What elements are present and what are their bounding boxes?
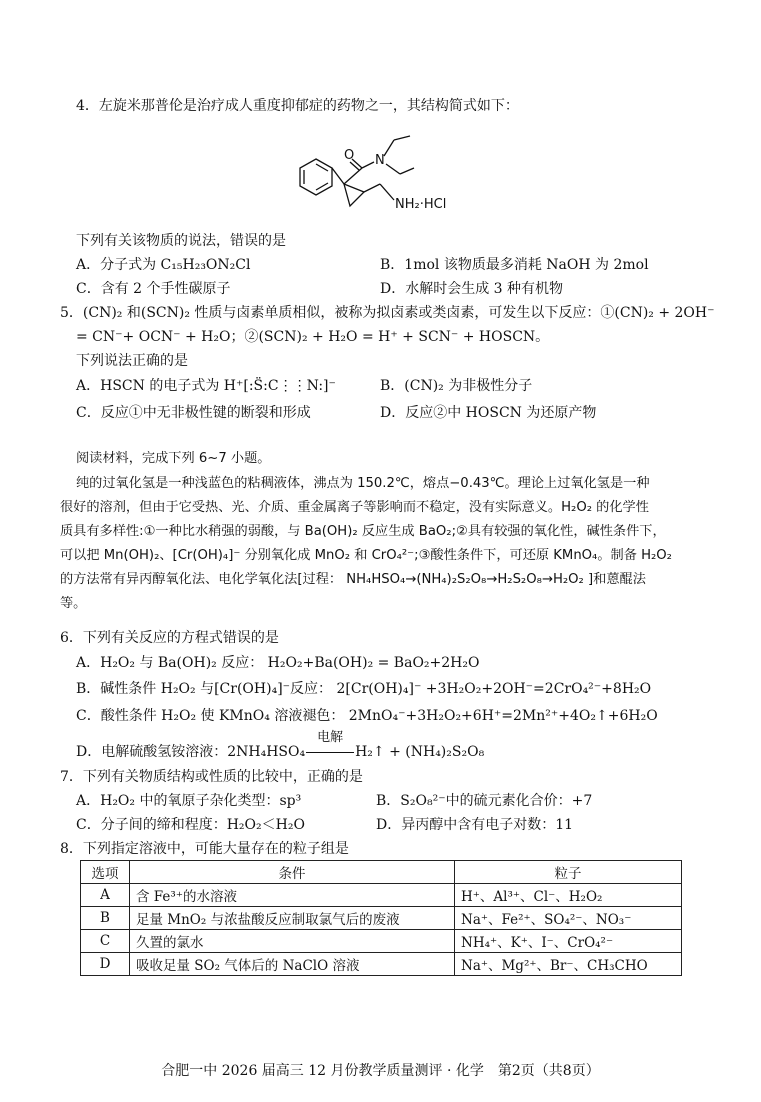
q5-question: 下列说法正确的是 xyxy=(76,353,188,369)
reading-line-1: 纯的过氧化氢是一种浅蓝色的粘稠液体，沸点为 150.2℃，熔点−0.43℃。理论上过氧化氢是一种 xyxy=(76,476,650,491)
row-c-option: C xyxy=(81,930,130,953)
q7-option-c: C．分子间的缔和程度：H₂O₂＜H₂O xyxy=(76,817,305,833)
q5-option-b: B．(CN)₂ 为非极性分子 xyxy=(380,378,533,394)
reading-line-5: 的方法常有异丙醇氧化法、电化学氧化法[过程： NH₄HSO₄→(NH₄)₂S₂O₈→H₂S₂O₈→H₂O₂ ]和蒽醌法 xyxy=(60,572,646,587)
cyclopropane-ring xyxy=(344,184,364,206)
q7-option-b: B．S₂O₈²⁻中的硫元素化合价：+7 xyxy=(376,793,593,809)
q8-table xyxy=(80,860,682,976)
reading-line-6: 等。 xyxy=(60,596,87,611)
electrolysis-label: 电解 xyxy=(317,730,344,745)
q7-option-d: D．异丙醇中含有电子对数：11 xyxy=(376,817,574,833)
table-row xyxy=(81,953,682,976)
q4-question: 下列有关该物质的说法，错误的是 xyxy=(76,233,286,249)
row-c-particles: NH₄⁺、K⁺、I⁻、CrO₄²⁻ xyxy=(455,930,682,953)
q4-option-a: A．分子式为 C₁₅H₂₃ON₂Cl xyxy=(76,257,251,273)
q4-option-b: B．1mol 该物质最多消耗 NaOH 为 2mol xyxy=(380,257,649,273)
q7-option-a: A．H₂O₂ 中的氧原子杂化类型：sp³ xyxy=(76,793,302,809)
q4-option-d: D．水解时会生成 3 种有机物 xyxy=(380,281,564,297)
table-header-row xyxy=(81,861,682,884)
row-a-option: A xyxy=(81,884,130,907)
q5-line1: 5．(CN)₂ 和(SCN)₂ 性质与卤素单质相似，被称为拟卤素或类卤素，可发生以下反应：①(CN)₂ + 2OH⁻ xyxy=(60,305,715,321)
row-d-option: D xyxy=(81,953,130,976)
reading-line-3: 质具有多样性:①一种比水稍强的弱酸，与 Ba(OH)₂ 反应生成 BaO₂;②具有较强的氧化性，碱性条件下， xyxy=(60,524,666,539)
q4-option-c: C．含有 2 个手性碳原子 xyxy=(76,281,231,297)
q6-option-a: A．H₂O₂ 与 Ba(OH)₂ 反应： H₂O₂+Ba(OH)₂ = BaO₂+2H₂O xyxy=(76,655,480,671)
row-b-particles: Na⁺、Fe²⁺、SO₄²⁻、NO₃⁻ xyxy=(455,907,682,930)
q6-option-d-suffix: H₂↑ + (NH₄)₂S₂O₈ xyxy=(355,744,485,760)
reading-line-4: 可以把 Mn(OH)₂、[Cr(OH)₄]⁻ 分别氧化成 MnO₂ 和 CrO₄²⁻;③酸性条件下，可还原 KMnO₄。制备 H₂O₂ xyxy=(60,548,672,563)
oxygen-label: O xyxy=(344,148,355,163)
table-row xyxy=(81,884,682,907)
q6-option-c: C．酸性条件 H₂O₂ 使 KMnO₄ 溶液褪色： 2MnO₄⁻+3H₂O₂+6H⁺=2Mn²⁺+4O₂↑+6H₂O xyxy=(76,708,658,724)
row-a-condition: 含 Fe³⁺的水溶液 xyxy=(130,884,455,907)
q6-option-d xyxy=(76,730,485,762)
table-row xyxy=(81,907,682,930)
q8-stem: 8．下列指定溶液中，可能大量存在的粒子组是 xyxy=(60,841,349,857)
page-footer: 合肥一中 2026 届高三 12 月份教学质量测评 · 化学 第2页（共8页） xyxy=(161,1063,600,1079)
row-a-particles: H⁺、Al³⁺、Cl⁻、H₂O₂ xyxy=(455,884,682,907)
table-row xyxy=(81,930,682,953)
amine-hcl-label: NH₂·HCl xyxy=(395,197,447,212)
header-condition: 条件 xyxy=(130,861,455,884)
equals-bar xyxy=(306,752,354,753)
reading-intro: 阅读材料，完成下列 6~7 小题。 xyxy=(76,451,271,466)
electrolysis-arrow xyxy=(305,730,355,762)
q5-option-a: A．HSCN 的电子式为 H⁺[:S̈:C⋮⋮N:]⁻ xyxy=(76,378,336,394)
nitrogen-label: N xyxy=(375,153,385,168)
q6-option-d-prefix: D．电解硫酸氢铵溶液：2NH₄HSO₄ xyxy=(76,744,306,760)
q5-option-c: C．反应①中无非极性键的断裂和形成 xyxy=(76,405,311,421)
row-d-condition: 吸收足量 SO₂ 气体后的 NaClO 溶液 xyxy=(130,953,455,976)
row-c-condition: 久置的氯水 xyxy=(130,930,455,953)
reading-line-2: 很好的溶剂，但由于它受热、光、介质、重金属离子等影响而不稳定，没有实际意义。H₂O₂ 的化学性 xyxy=(60,500,649,515)
header-particles: 粒子 xyxy=(455,861,682,884)
header-option: 选项 xyxy=(81,861,130,884)
row-b-option: B xyxy=(81,907,130,930)
row-d-particles: Na⁺、Mg²⁺、Br⁻、CH₃CHO xyxy=(455,953,682,976)
q5-line2: = CN⁻+ OCN⁻ + H₂O；②(SCN)₂ + H₂O = H⁺ + SCN⁻ + HOSCN。 xyxy=(76,329,550,345)
q4-structure-diagram xyxy=(282,112,482,224)
q4-stem: 4．左旋米那普伦是治疗成人重度抑郁症的药物之一，其结构简式如下： xyxy=(76,98,519,114)
q6-option-b: B．碱性条件 H₂O₂ 与[Cr(OH)₄]⁻反应： 2[Cr(OH)₄]⁻ +3H₂O₂+2OH⁻=2CrO₄²⁻+8H₂O xyxy=(76,681,652,697)
q7-stem: 7．下列有关物质结构或性质的比较中，正确的是 xyxy=(60,769,363,785)
q5-option-d: D．反应②中 HOSCN 为还原产物 xyxy=(380,405,597,421)
row-b-condition: 足量 MnO₂ 与浓盐酸反应制取氯气后的废液 xyxy=(130,907,455,930)
q6-stem: 6．下列有关反应的方程式错误的是 xyxy=(60,630,279,646)
